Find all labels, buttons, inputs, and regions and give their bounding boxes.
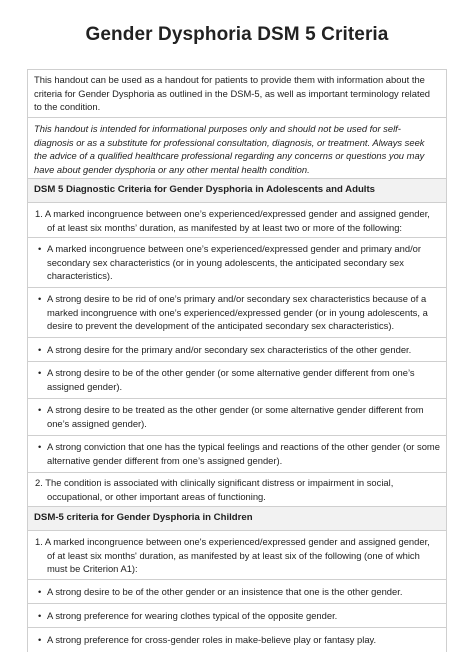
bullet-text: A strong desire to be treated as the other gender (or some alternative gender different from one’s assigned gender). xyxy=(47,404,424,429)
bullet-text: A strong conviction that one has the typical feelings and reactions of the other gender (or some alternative gender different from one’s assigned gender). xyxy=(47,441,440,466)
children-bullet-3 xyxy=(28,628,446,652)
bullet-dot: • xyxy=(38,293,42,304)
intro-text: This handout can be used as a handout for patients to provide them with information about the criteria for Gender Dysphoria as outlined in the DSM-5, as well as important terminology related to the condition. xyxy=(28,70,446,118)
bullet-text: A strong preference for wearing clothes typical of the opposite gender. xyxy=(47,610,338,621)
children-bullet-2 xyxy=(28,604,446,628)
document-title: Gender Dysphoria DSM 5 Criteria xyxy=(85,24,389,45)
bullet-dot: • xyxy=(38,367,42,378)
adults-section-heading: DSM 5 Diagnostic Criteria for Gender Dysphoria in Adolescents and Adults xyxy=(28,179,446,203)
adults-bullet-4 xyxy=(28,362,446,399)
bullet-dot: • xyxy=(38,586,42,597)
bullet-dot: • xyxy=(38,610,42,621)
bullet-text: A strong desire to be rid of one’s primary and/or secondary sex characteristics because of a marked incongruence with one’s experienced/expressed gender (or in young adolescents, a desire to prevent the development of the anticipated secondary sex characteristics). xyxy=(47,293,428,332)
bullet-dot: • xyxy=(38,243,42,254)
bullet-text: A strong desire to be of the other gender (or some alternative gender different from one’s assigned gender). xyxy=(47,367,415,392)
adults-criterion-1: 1. A marked incongruence between one’s experienced/expressed gender and assigned gender, of at least six months’ duration, as manifested by at least two or more of the following: xyxy=(28,203,446,238)
bullet-dot: • xyxy=(38,634,42,645)
children-criterion-1: 1. A marked incongruence between one's experienced/expressed gender and assigned gender, of at least six months' duration, as manifested by at least six of the following (one of which must be Criterion A1): xyxy=(28,531,446,580)
bullet-dot: • xyxy=(38,441,42,452)
bullet-text: A strong preference for cross-gender roles in make-believe play or fantasy play. xyxy=(47,634,377,645)
bullet-text: A strong desire to be of the other gender or an insistence that one is the other gender. xyxy=(47,586,403,597)
bullet-dot: • xyxy=(38,404,42,415)
children-bullet-1 xyxy=(28,580,446,604)
disclaimer-text: This handout is intended for informational purposes only and should not be used for self-diagnosis or as a substitute for professional consultation, diagnosis, or treatment. Always seek the advice of a qualified healthcare professional regarding any concerns or questions you may have about gender dysphoria or any other mental health condition. xyxy=(28,118,446,179)
adults-bullet-6 xyxy=(28,436,446,473)
adults-bullet-2 xyxy=(28,288,446,338)
adults-bullet-5 xyxy=(28,399,446,436)
bullet-text: A strong desire for the primary and/or secondary sex characteristics of the other gender. xyxy=(47,344,412,355)
adults-bullet-3 xyxy=(28,338,446,362)
adults-bullet-1 xyxy=(28,238,446,288)
adults-criterion-2: 2. The condition is associated with clinically significant distress or impairment in social, occupational, or other important areas of functioning. xyxy=(28,473,446,507)
criteria-table xyxy=(27,69,447,652)
children-section-heading: DSM-5 criteria for Gender Dysphoria in Children xyxy=(28,507,446,531)
bullet-dot: • xyxy=(38,344,42,355)
bullet-text: A marked incongruence between one’s experienced/expressed gender and primary and/or secondary sex characteristics (or in young adolescents, the anticipated secondary sex characteristics). xyxy=(47,243,422,282)
